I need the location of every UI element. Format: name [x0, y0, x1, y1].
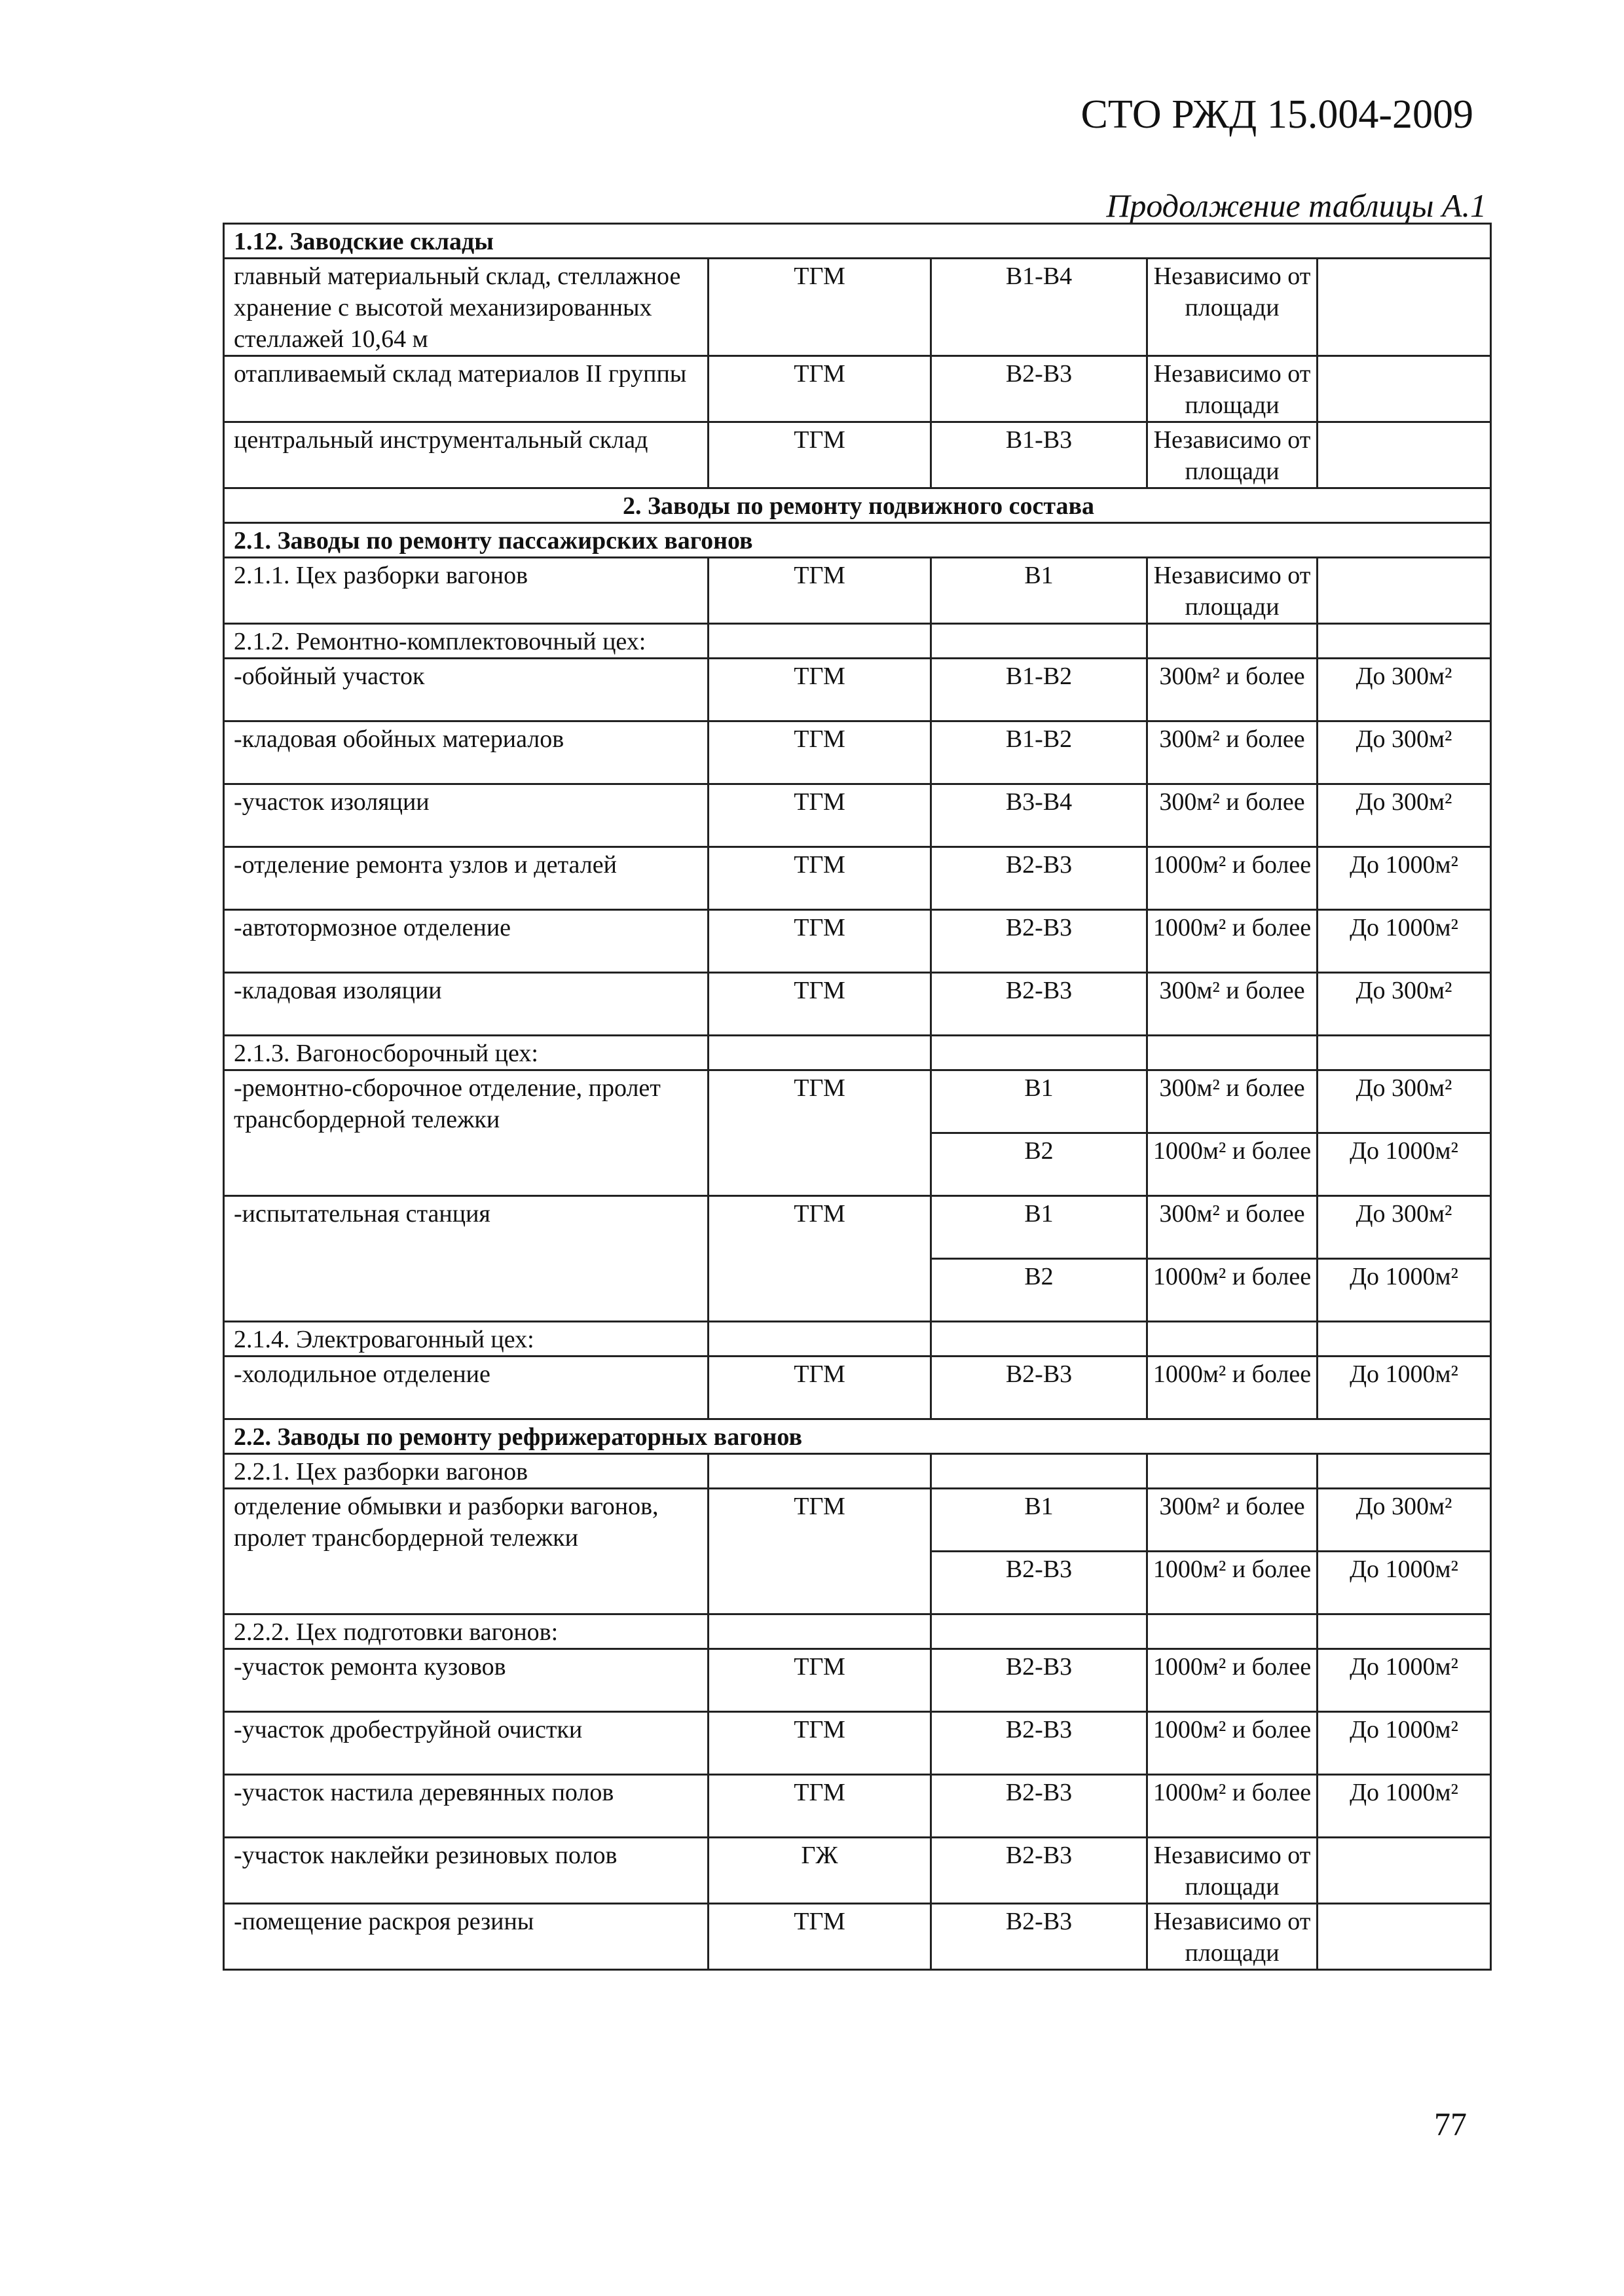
room-name-cell: -ремонтно-сборочное отделение, пролет трансбордерной тележки [224, 1070, 709, 1196]
room-name-cell: -обойный участок [224, 659, 709, 721]
fire-agent-cell [709, 624, 931, 659]
fire-agent-cell: ТГМ [709, 1775, 931, 1838]
area-cell: Независимо от площади [1147, 356, 1318, 422]
area-limit-cell: До 1000м² [1318, 847, 1491, 910]
room-name-cell: 2.1.4. Электровагонный цех: [224, 1322, 709, 1357]
room-name-cell: -участок дробеструйной очистки [224, 1712, 709, 1775]
room-name-cell: 2.2.1. Цех разборки вагонов [224, 1454, 709, 1489]
area-limit-cell [1318, 1904, 1491, 1970]
page-number: 77 [1434, 2105, 1467, 2142]
area-cell: Независимо от площади [1147, 1838, 1318, 1904]
category-cell [931, 1614, 1147, 1649]
category-cell: В2-В3 [931, 1552, 1147, 1614]
category-cell [931, 1454, 1147, 1489]
area-limit-cell: До 1000м² [1318, 1552, 1491, 1614]
fire-agent-cell: ТГМ [709, 558, 931, 624]
fire-agent-cell: ТГМ [709, 721, 931, 784]
room-name-cell: -испытательная станция [224, 1196, 709, 1322]
document-code: СТО РЖД 15.004-2009 [1080, 92, 1473, 137]
fire-agent-cell: ТГМ [709, 973, 931, 1036]
room-name-cell: -отделение ремонта узлов и деталей [224, 847, 709, 910]
area-cell: 1000м² и более [1147, 1357, 1318, 1419]
table-row [224, 1357, 1491, 1419]
table-row [224, 1649, 1491, 1712]
table-row [224, 1070, 1491, 1133]
fire-agent-cell: ТГМ [709, 1070, 931, 1196]
area-limit-cell: До 1000м² [1318, 1357, 1491, 1419]
room-name-cell: 2.1.3. Вагоносборочный цех: [224, 1036, 709, 1070]
category-cell: В1-В2 [931, 659, 1147, 721]
category-cell: В1-В2 [931, 721, 1147, 784]
room-name-cell: -кладовая обойных материалов [224, 721, 709, 784]
table-row [224, 1838, 1491, 1904]
area-limit-cell: До 1000м² [1318, 1649, 1491, 1712]
fire-agent-cell: ТГМ [709, 356, 931, 422]
table-continuation-caption: Продолжение таблицы А.1 [1106, 187, 1486, 224]
room-name-cell: -автотормозное отделение [224, 910, 709, 973]
fire-agent-cell: ТГМ [709, 422, 931, 488]
area-limit-cell [1318, 558, 1491, 624]
area-cell: Независимо от площади [1147, 558, 1318, 624]
category-cell: В2-В3 [931, 1357, 1147, 1419]
area-limit-cell: До 1000м² [1318, 1775, 1491, 1838]
room-name-cell: -участок ремонта кузовов [224, 1649, 709, 1712]
area-cell [1147, 624, 1318, 659]
area-limit-cell [1318, 259, 1491, 356]
table-row [224, 624, 1491, 659]
area-limit-cell [1318, 1838, 1491, 1904]
area-limit-cell: До 1000м² [1318, 1259, 1491, 1322]
category-cell [931, 1036, 1147, 1070]
area-limit-cell [1318, 422, 1491, 488]
fire-agent-cell: ТГМ [709, 910, 931, 973]
category-cell: В2-В3 [931, 1904, 1147, 1970]
room-name-cell: центральный инструментальный склад [224, 422, 709, 488]
table-row [224, 259, 1491, 356]
category-cell: В2-В3 [931, 1838, 1147, 1904]
area-limit-cell: До 1000м² [1318, 1712, 1491, 1775]
category-cell: В2-В3 [931, 973, 1147, 1036]
room-name-cell: -участок изоляции [224, 784, 709, 847]
room-name-cell: -кладовая изоляции [224, 973, 709, 1036]
area-cell [1147, 1322, 1318, 1357]
table-row [224, 558, 1491, 624]
fire-agent-cell: ТГМ [709, 659, 931, 721]
area-cell: Независимо от площади [1147, 259, 1318, 356]
category-cell: В1-В3 [931, 422, 1147, 488]
category-cell: В3-В4 [931, 784, 1147, 847]
area-limit-cell: До 1000м² [1318, 1133, 1491, 1196]
category-cell: В1 [931, 1196, 1147, 1259]
fire-agent-cell [709, 1322, 931, 1357]
fire-agent-cell: ТГМ [709, 1904, 931, 1970]
table-section-row [224, 1419, 1491, 1454]
table-row [224, 847, 1491, 910]
area-cell: 300м² и более [1147, 1489, 1318, 1552]
fire-protection-table [223, 223, 1492, 1971]
area-cell: 300м² и более [1147, 659, 1318, 721]
section-heading: 1.12. Заводские склады [224, 224, 1491, 259]
area-limit-cell [1318, 624, 1491, 659]
category-cell [931, 1322, 1147, 1357]
area-limit-cell: До 300м² [1318, 973, 1491, 1036]
category-cell: В1-В4 [931, 259, 1147, 356]
area-cell [1147, 1454, 1318, 1489]
area-limit-cell: До 300м² [1318, 1196, 1491, 1259]
table-row [224, 422, 1491, 488]
section-heading: 2.2. Заводы по ремонту рефрижераторных вагонов [224, 1419, 1491, 1454]
room-name-cell: 2.1.2. Ремонтно-комплектовочный цех: [224, 624, 709, 659]
category-cell: В2-В3 [931, 356, 1147, 422]
area-limit-cell: До 300м² [1318, 721, 1491, 784]
room-name-cell: 2.1.1. Цех разборки вагонов [224, 558, 709, 624]
area-limit-cell: До 1000м² [1318, 910, 1491, 973]
table-row [224, 356, 1491, 422]
room-name-cell: 2.2.2. Цех подготовки вагонов: [224, 1614, 709, 1649]
table-row [224, 1489, 1491, 1552]
fire-agent-cell [709, 1036, 931, 1070]
category-cell: В2-В3 [931, 1775, 1147, 1838]
table-title: 2. Заводы по ремонту подвижного состава [224, 488, 1491, 523]
table-row [224, 1614, 1491, 1649]
area-limit-cell: До 300м² [1318, 1489, 1491, 1552]
fire-agent-cell: ТГМ [709, 259, 931, 356]
table-row [224, 1454, 1491, 1489]
room-name-cell: -холодильное отделение [224, 1357, 709, 1419]
room-name-cell: -помещение раскроя резины [224, 1904, 709, 1970]
fire-agent-cell: ГЖ [709, 1838, 931, 1904]
room-name-cell: -участок наклейки резиновых полов [224, 1838, 709, 1904]
fire-agent-cell [709, 1454, 931, 1489]
area-cell: 300м² и более [1147, 784, 1318, 847]
fire-agent-cell: ТГМ [709, 1649, 931, 1712]
area-cell: 1000м² и более [1147, 1649, 1318, 1712]
table-title-row [224, 488, 1491, 523]
fire-agent-cell: ТГМ [709, 784, 931, 847]
area-limit-cell: До 300м² [1318, 784, 1491, 847]
category-cell: В2-В3 [931, 1649, 1147, 1712]
area-cell: 300м² и более [1147, 721, 1318, 784]
table-row [224, 1196, 1491, 1259]
category-cell: В2-В3 [931, 910, 1147, 973]
table-row [224, 1322, 1491, 1357]
area-cell [1147, 1036, 1318, 1070]
area-cell: 300м² и более [1147, 1196, 1318, 1259]
table-section-row [224, 523, 1491, 558]
category-cell: В1 [931, 1070, 1147, 1133]
area-limit-cell [1318, 356, 1491, 422]
area-limit-cell [1318, 1036, 1491, 1070]
area-cell: 1000м² и более [1147, 847, 1318, 910]
fire-agent-cell: ТГМ [709, 1489, 931, 1614]
area-limit-cell [1318, 1322, 1491, 1357]
area-cell [1147, 1614, 1318, 1649]
area-cell: 300м² и более [1147, 973, 1318, 1036]
fire-agent-cell: ТГМ [709, 1196, 931, 1322]
area-limit-cell: До 300м² [1318, 1070, 1491, 1133]
area-cell: Независимо от площади [1147, 422, 1318, 488]
fire-agent-cell: ТГМ [709, 1712, 931, 1775]
table-row [224, 1775, 1491, 1838]
table-row [224, 784, 1491, 847]
table-row [224, 659, 1491, 721]
category-cell [931, 624, 1147, 659]
fire-agent-cell [709, 1614, 931, 1649]
table-row [224, 1712, 1491, 1775]
fire-agent-cell: ТГМ [709, 1357, 931, 1419]
table-row [224, 721, 1491, 784]
room-name-cell: отапливаемый склад материалов II группы [224, 356, 709, 422]
area-limit-cell [1318, 1454, 1491, 1489]
category-cell: В2 [931, 1133, 1147, 1196]
category-cell: В2-В3 [931, 847, 1147, 910]
category-cell: В1 [931, 1489, 1147, 1552]
room-name-cell: главный материальный склад, стеллажное хранение с высотой механизированных стеллажей 10,64 м [224, 259, 709, 356]
area-cell: 1000м² и более [1147, 1259, 1318, 1322]
room-name-cell: -участок настила деревянных полов [224, 1775, 709, 1838]
room-name-cell: отделение обмывки и разборки вагонов, пролет трансбордерной тележки [224, 1489, 709, 1614]
area-cell: 1000м² и более [1147, 1133, 1318, 1196]
table-row [224, 973, 1491, 1036]
table-row [224, 1036, 1491, 1070]
area-cell: Независимо от площади [1147, 1904, 1318, 1970]
table-row [224, 910, 1491, 973]
category-cell: В2-В3 [931, 1712, 1147, 1775]
section-heading: 2.1. Заводы по ремонту пассажирских вагонов [224, 523, 1491, 558]
area-cell: 1000м² и более [1147, 1552, 1318, 1614]
area-cell: 1000м² и более [1147, 910, 1318, 973]
area-limit-cell [1318, 1614, 1491, 1649]
area-limit-cell: До 300м² [1318, 659, 1491, 721]
table-section-row [224, 224, 1491, 259]
area-cell: 1000м² и более [1147, 1775, 1318, 1838]
fire-agent-cell: ТГМ [709, 847, 931, 910]
table-row [224, 1904, 1491, 1970]
area-cell: 1000м² и более [1147, 1712, 1318, 1775]
area-cell: 300м² и более [1147, 1070, 1318, 1133]
category-cell: В2 [931, 1259, 1147, 1322]
category-cell: В1 [931, 558, 1147, 624]
